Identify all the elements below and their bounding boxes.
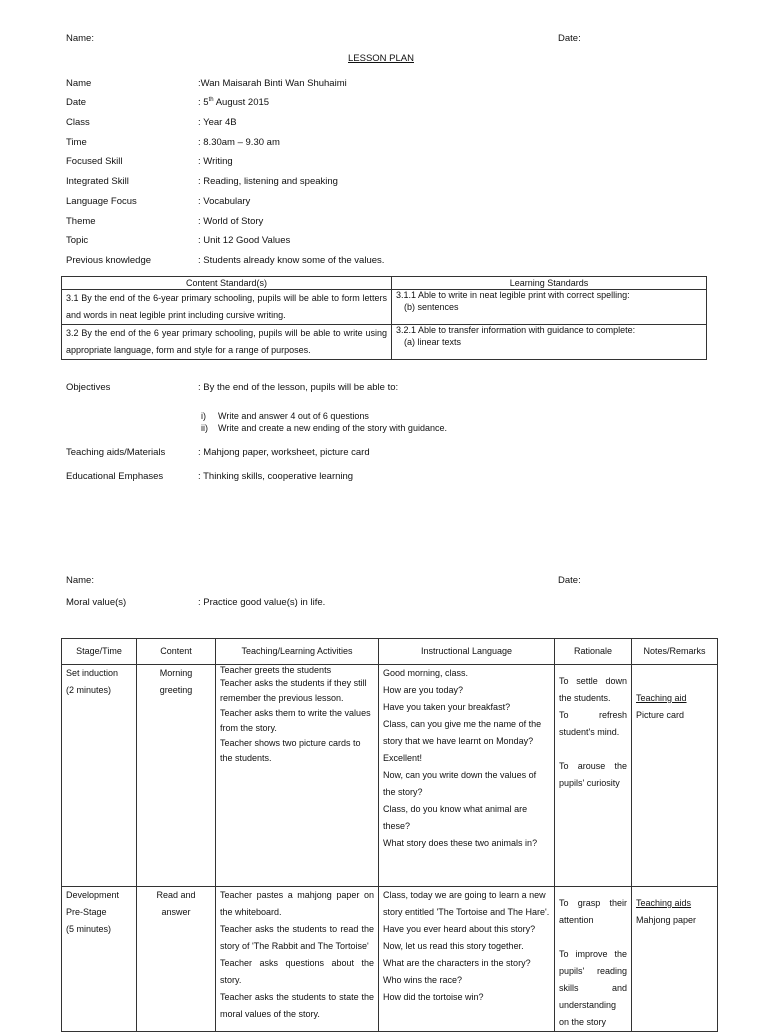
content-text: Morning (159, 668, 193, 678)
language-item: Who wins the race? (383, 975, 463, 985)
activity-table (61, 638, 718, 1032)
info-label-name: Name (66, 78, 92, 89)
info-value-class: : Year 4B (198, 117, 237, 128)
info-value-name: :Wan Maisarah Binti Wan Shuhaimi (198, 78, 347, 89)
rationale-item: To arouse the pupils' curiosity (559, 761, 627, 788)
language-item: How did the tortoise win? (383, 992, 484, 1002)
learning-standard-cell (392, 325, 707, 360)
stage-time: (5 minutes) (66, 924, 112, 934)
objectives-label: Objectives (66, 382, 111, 393)
language-item: Class, can you give me the name of the story that we have learnt on Monday? (383, 719, 542, 746)
header-rationale: Rationale (555, 639, 632, 665)
notes-cell (632, 887, 718, 1032)
info-value-previous-knowledge: : Students already know some of the values. (198, 255, 385, 266)
page2-name-label: Name: (66, 575, 94, 586)
info-value-language-focus: : Vocabulary (198, 196, 251, 207)
rationale-cell (555, 887, 632, 1032)
teaching-aids-value: : Mahjong paper, worksheet, picture card (198, 447, 370, 458)
notes-heading: Teaching aids (636, 898, 692, 908)
name-label: Name: (66, 33, 94, 44)
content-standard-cell: 3.2 By the end of the 6 year primary schooling, pupils will be able to write using appropriate language, form and style for a range of purposes. (62, 325, 392, 360)
info-label-time: Time (66, 137, 87, 148)
language-item: Class, today we are going to learn a new story entitled 'The Tortoise and The Hare'. (383, 890, 550, 917)
activity-item: Teacher asks the students to read the story of 'The Rabbit and The Tortoise' (220, 924, 374, 951)
educational-emphases-label: Educational Emphases (66, 471, 164, 482)
objective-num: i) (201, 411, 206, 421)
stage-name: Development (66, 890, 120, 900)
info-label-language-focus: Language Focus (66, 196, 137, 207)
objective-item: Write and create a new ending of the story with guidance. (218, 423, 447, 433)
content-cell (137, 665, 216, 887)
rationale-item: To improve the pupils' reading skills and understanding on the story (559, 949, 627, 1027)
header-notes: Notes/Remarks (632, 639, 718, 665)
standards-table (61, 276, 707, 360)
info-value-focused-skill: : Writing (198, 156, 233, 167)
objective-item: Write and answer 4 out of 6 questions (218, 411, 369, 421)
info-label-class: Class (66, 117, 90, 128)
notes-cell (632, 665, 718, 887)
info-label-date: Date (66, 97, 87, 108)
activity-item: Teacher asks the students if they still remember the previous lesson. (220, 678, 367, 703)
info-value-topic: : Unit 12 Good Values (198, 235, 291, 246)
info-label-previous-knowledge: Previous knowledge (66, 255, 152, 266)
header-instructional-language: Instructional Language (379, 639, 555, 665)
language-item: Have you ever heard about this story? (383, 924, 536, 934)
language-item: Class, do you know what animal are these? (383, 804, 528, 831)
language-item: What story does these two animals in? (383, 838, 538, 848)
info-value-integrated-skill: : Reading, listening and speaking (198, 176, 338, 187)
info-label-topic: Topic (66, 235, 89, 246)
learning-standard-sub: (a) linear texts (404, 336, 462, 347)
language-cell (379, 665, 555, 887)
stage-time: (2 minutes) (66, 685, 112, 695)
standards-header-learning: Learning Standards (392, 277, 707, 290)
activity-header-row (62, 639, 718, 665)
content-text: answer (161, 907, 191, 917)
objective-num: ii) (201, 423, 208, 433)
info-value-time: : 8.30am – 9.30 am (198, 137, 280, 148)
activity-item: Teacher asks them to write the values from the story. (220, 708, 371, 733)
activity-item: Teacher shows two picture cards to the students. (220, 738, 361, 763)
language-item: Now, let us read this story together. (383, 941, 524, 951)
date-label: Date: (558, 33, 581, 44)
notes-text: Mahjong paper (636, 915, 697, 925)
rationale-item: To refresh student's mind. (559, 710, 627, 737)
activities-cell (216, 887, 379, 1032)
teaching-aids-label: Teaching aids/Materials (66, 447, 166, 458)
info-label-theme: Theme (66, 216, 96, 227)
info-label-focused-skill: Focused Skill (66, 156, 123, 167)
activity-item: Teacher greets the students (220, 665, 332, 675)
standards-header-content: Content Standard(s) (62, 277, 392, 290)
info-label-integrated-skill: Integrated Skill (66, 176, 129, 187)
learning-standard-text: 3.2.1 Able to transfer information with guidance to complete: (396, 325, 636, 335)
rationale-item: To grasp their attention (559, 898, 627, 925)
stage-name: Set induction (66, 668, 119, 678)
moral-value-label: Moral value(s) (66, 597, 127, 608)
stage-cell (62, 665, 137, 887)
header-activities: Teaching/Learning Activities (216, 639, 379, 665)
page2-date-label: Date: (558, 575, 581, 586)
content-standard-cell: 3.1 By the end of the 6-year primary schooling, pupils will be able to form letters and words in neat legible print including cursive writing. (62, 290, 392, 325)
learning-standard-cell (392, 290, 707, 325)
info-value-theme: : World of Story (198, 216, 264, 227)
language-item: Excellent! (383, 753, 423, 763)
header-content: Content (137, 639, 216, 665)
content-cell (137, 887, 216, 1032)
activity-row-development (62, 887, 718, 1032)
content-text: greeting (159, 685, 193, 695)
rationale-item: To settle down the students. (559, 676, 627, 703)
objectives-intro: : By the end of the lesson, pupils will be able to: (198, 382, 399, 393)
learning-standard-text: 3.1.1 Able to write in neat legible print with correct spelling: (396, 290, 630, 300)
activity-row-set-induction (62, 665, 718, 887)
activities-cell (216, 665, 379, 887)
activity-item: Teacher asks the students to state the moral values of the story. (220, 992, 374, 1019)
language-item: Good morning, class. (383, 668, 469, 678)
language-item: How are you today? (383, 685, 464, 695)
language-cell (379, 887, 555, 1032)
language-item: Now, can you write down the values of the story? (383, 770, 537, 797)
page-title: LESSON PLAN (348, 53, 414, 64)
notes-text: Picture card (636, 710, 685, 720)
standards-row (62, 290, 707, 325)
header-stage-time: Stage/Time (62, 639, 137, 665)
stage-sub: Pre-Stage (66, 907, 107, 917)
educational-emphases-value: : Thinking skills, cooperative learning (198, 471, 354, 482)
standards-row (62, 325, 707, 360)
learning-standard-sub: (b) sentences (404, 301, 459, 312)
activity-item: Teacher pastes a mahjong paper on the whiteboard. (220, 890, 374, 917)
language-item: What are the characters in the story? (383, 958, 531, 968)
info-value-date: : 5th August 2015 (198, 96, 270, 108)
language-item: Have you taken your breakfast? (383, 702, 511, 712)
rationale-cell (555, 665, 632, 887)
moral-value-text: : Practice good value(s) in life. (198, 597, 326, 608)
content-text: Read and (156, 890, 196, 900)
notes-heading: Teaching aid (636, 693, 687, 703)
activity-item: Teacher asks questions about the story. (220, 958, 374, 985)
stage-cell (62, 887, 137, 1032)
